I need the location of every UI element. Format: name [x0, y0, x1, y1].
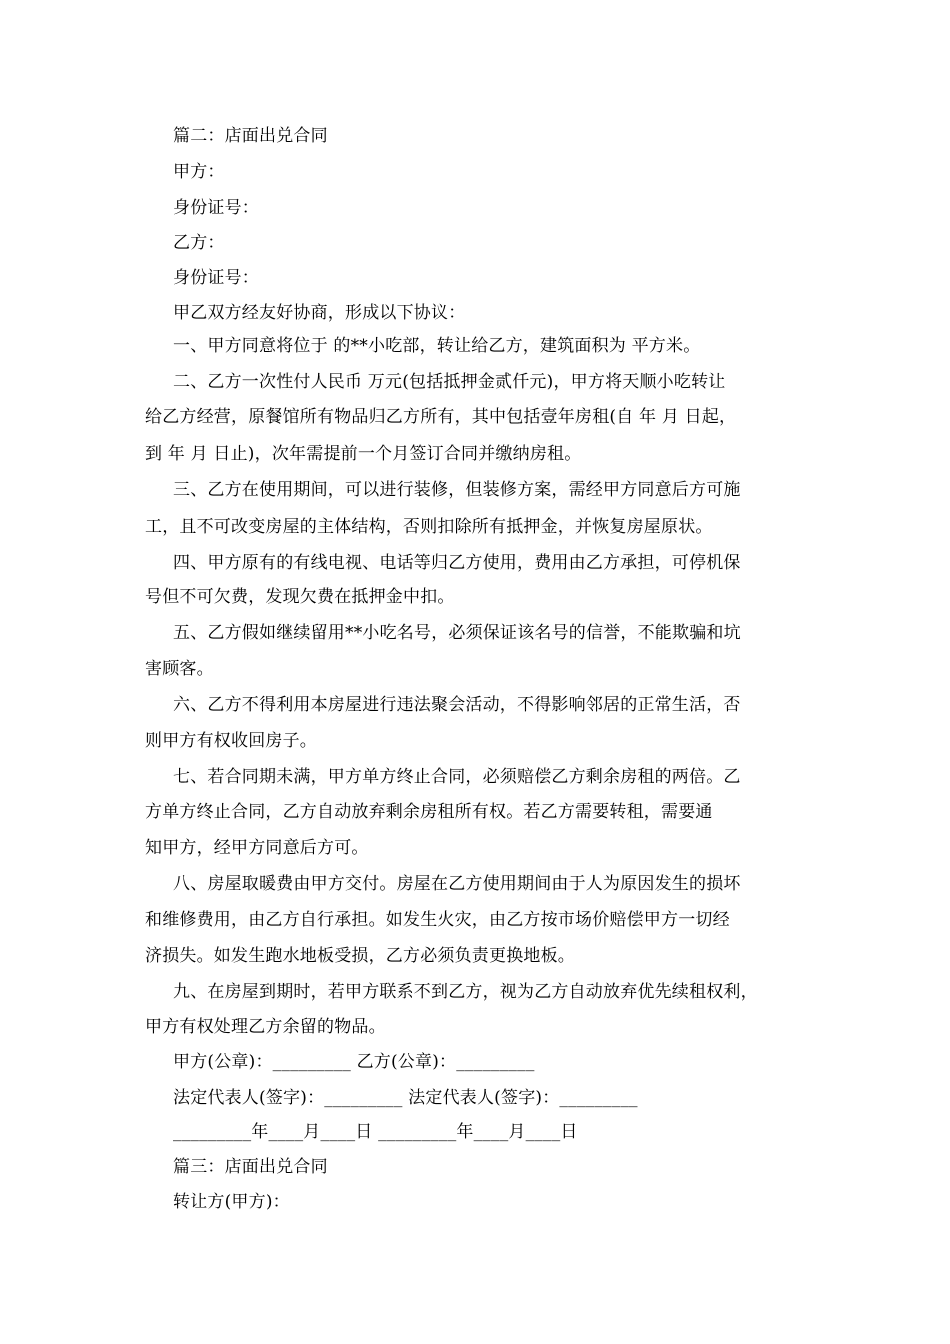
clause-8-line-3: 济损失。如发生跑水地板受损，乙方必须负责更换地板。	[145, 946, 575, 966]
clause-6-line-1: 六、乙方不得利用本房屋进行违法聚会活动，不得影响邻居的正常生活，否	[173, 695, 741, 715]
clause-5-line-2: 害顾客。	[145, 659, 214, 679]
clause-3-line-2: 工，且不可改变房屋的主体结构，否则扣除所有抵押金，并恢复房屋原状。	[145, 517, 713, 537]
representative-signature-line: 法定代表人(签字)：_________ 法定代表人(签字)：_________	[173, 1088, 638, 1108]
clause-9-line-1: 九、在房屋到期时，若甲方联系不到乙方，视为乙方自动放弃优先续租权利，	[173, 982, 758, 1002]
party-b-label: 乙方：	[173, 233, 225, 253]
clause-5-line-1: 五、乙方假如继续留用**小吃名号，必须保证该名号的信誉，不能欺骗和坑	[173, 623, 741, 643]
party-a-id-label: 身份证号：	[173, 198, 259, 218]
clause-2-line-3: 到 年 月 日止)，次年需提前一个月签订合同并缴纳房租。	[145, 444, 582, 464]
clause-7-line-3: 知甲方，经甲方同意后方可。	[145, 838, 369, 858]
clause-2-line-2: 给乙方经营，原餐馆所有物品归乙方所有，其中包括壹年房租(自 年 月 日起，	[145, 407, 737, 427]
clause-1: 一、甲方同意将位于 的**小吃部，转让给乙方，建筑面积为 平方米。	[173, 336, 701, 356]
agreement-intro: 甲乙双方经友好协商，形成以下协议：	[173, 303, 466, 323]
clause-4-line-1: 四、甲方原有的有线电视、电话等归乙方使用，费用由乙方承担，可停机保	[173, 553, 741, 573]
section-title-2: 篇二：店面出兑合同	[173, 126, 328, 146]
seal-line: 甲方(公章)：_________ 乙方(公章)：_________	[173, 1052, 535, 1072]
transferor-label: 转让方(甲方)：	[173, 1192, 290, 1212]
clause-9-line-2: 甲方有权处理乙方余留的物品。	[145, 1017, 386, 1037]
clause-6-line-2: 则甲方有权收回房子。	[145, 731, 317, 751]
clause-4-line-2: 号但不可欠费，发现欠费在抵押金中扣。	[145, 587, 455, 607]
date-line: _________年____月____日 _________年____月____日	[173, 1122, 578, 1142]
clause-7-line-2: 方单方终止合同，乙方自动放弃剩余房租所有权。若乙方需要转租，需要通	[145, 802, 713, 822]
section-title-3: 篇三：店面出兑合同	[173, 1157, 328, 1177]
clause-8-line-1: 八、房屋取暖费由甲方交付。房屋在乙方使用期间由于人为原因发生的损坏	[173, 874, 741, 894]
clause-3-line-1: 三、乙方在使用期间，可以进行装修，但装修方案，需经甲方同意后方可施	[173, 480, 741, 500]
party-b-id-label: 身份证号：	[173, 268, 259, 288]
clause-8-line-2: 和维修费用，由乙方自行承担。如发生火灾，由乙方按市场价赔偿甲方一切经	[145, 910, 730, 930]
clause-7-line-1: 七、若合同期未满，甲方单方终止合同，必须赔偿乙方剩余房租的两倍。乙	[173, 767, 741, 787]
party-a-label: 甲方：	[173, 162, 225, 182]
clause-2-line-1: 二、乙方一次性付人民币 万元(包括抵押金贰仟元)，甲方将天顺小吃转让	[173, 372, 726, 392]
